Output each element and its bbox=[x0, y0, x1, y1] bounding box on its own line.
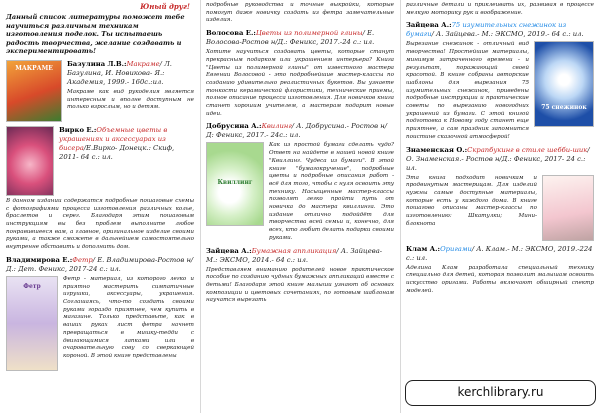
book-cover-felt: Фетр bbox=[6, 276, 58, 371]
book-description: Хотите научиться создавать цветы, которые станут прекрасным подарком или украшением интерьера? Книга "Цветы из полимерной глины" от известного мастера Евгении Волосовой - это подробнейшие мастер-классы по созданию удивительно реалистичных букетов. Вы узнаете тонкости керамической флористики, технические приемы, полное описание процесса изготовления. Для новичков книга станет хорошим учителем, а мастерам подарит новые идеи. bbox=[206, 49, 394, 117]
book-cover-quilling: Квиллинг bbox=[206, 142, 264, 226]
column-3 bbox=[400, 0, 600, 413]
book-header: Добрусина А.:Квилинг/ А. Добрусина.- Ростов н/Д: Феникс, 2017.- 24с.: ил. bbox=[206, 122, 387, 140]
book-header: Владимирова Е.:Фетр/ Е. Владимирова-Ростов н/Д.: Дет. Феникс, 2017-24 с.: ил. bbox=[6, 255, 194, 273]
book-description: Фетр - материал, из которого легко и приятно мастерить симпатичные игрушки, аксессуары, украшения. Соглашаясь, что-то создать своими руками гораздо приятнее, чем купить в магазине. Только представьте, как в ваших руках лист фетра начнет превращаться в мишку-тедди с двигающимися лапками или в очаровательную сову со сверкающей короной. В этой книге представлены bbox=[63, 275, 194, 359]
book-description: Представляем вниманию родителей новое практическое пособие по созданию чудных бумажных аппликаций вместе с детьми! Благодаря этой книге малыши узнают об основах композиции и цветовых сочетаниях, по готовым шаблонам научатся вырезать bbox=[206, 266, 394, 304]
book-description: Эта книга подходит новичкам и продвинутым мастерицам. Для изделий нужны самые доступные материалы, которые есть у каждого дома. В книге пошагово описаны мастер-классы по изготовлению: Шкатулки; Мини-блокнота bbox=[406, 174, 537, 227]
book-cover-scrapbooking bbox=[542, 175, 594, 241]
book-header: Знаменская О.:Скрапбукинг в стиле шебби-шик/ О. Знаменская.- Ростов н/Д.: Феникс, 2017- 24 с.: ил. bbox=[406, 145, 590, 172]
library-url-stamp[interactable]: kerchlibrary.ru bbox=[405, 380, 596, 406]
book-header: Базулина Л.В.:Макраме/ Л. Базулина, И. Новикова- Я.: Академия, 1999.- 160с.:ил. bbox=[67, 59, 172, 86]
book-description: В данном издании содержатся подробные пошаговые схемы с фотографиями процесса изготовления различных колье, браслетов и серег. Благодаря этим пошаговым инструкциям вы без проблем выполните любое понравившееся вам, а главное, оригинальное изделие своими руками, а также сможете в дальнейшем самостоятельно внутренне обставить и дополнить дом. bbox=[6, 197, 194, 251]
book-entry bbox=[406, 175, 594, 241]
book-description: Аделина Клам разработала специальный технику специально для детей, которая позволит малышам освоить искусство оригами. Работы включают обширный спектр моделей. bbox=[406, 264, 594, 294]
book-description: Как из простой бумаги сделать чудо? Ответ на найдете в нашей новой книге "Квиллинг. Чудеса из бумаги". В этой книге "бумагокручение", подробные цветы и подробные описания работ - всё для того, чтобы с нуля освоить эту технику. Насыщенные мастер-классы позволят легко пройти путь от новичка до мастера квиллинга. Это издание отлично подойдёт для творчества всей семьи и, конечно, для всех, кто любит делать подарки своими руками. bbox=[269, 142, 394, 241]
book-entry bbox=[6, 276, 194, 371]
continued-text: различные детали и приклеивать их, развивая в процессе мелкую моторику рук и воображение. bbox=[406, 2, 594, 16]
column-2 bbox=[200, 0, 400, 413]
book-entry bbox=[206, 142, 394, 242]
column-1 bbox=[0, 0, 200, 413]
book-cover-beads bbox=[6, 126, 54, 196]
book-header: Зайцева А.:75 изумительных снежинок из бумаги/ А. Зайцева.- М.: ЭКСМО, 2019.- 64 с.: ил. bbox=[406, 21, 584, 39]
book-description: Макраме как вид рукоделия является интересным и вполне доступным не только взрослым, но и детям. bbox=[67, 88, 194, 111]
continued-text: подробные руководства и точные выкройки, которые помогут даже новичку создать из фетра замечательные изделия. bbox=[206, 2, 394, 24]
book-cover-snowflakes: 75 снежинок bbox=[534, 41, 594, 127]
book-header: Клам А.:Оригами/ А. Клам.- М.: ЭКСМО, 2019.-224 с.: ил. bbox=[406, 244, 593, 262]
book-entry bbox=[6, 60, 194, 122]
book-header: Зайцева А.:Бумажная аппликация/ А. Зайцева- М.: ЭКСМО, 2014.- 64 с.: ил. bbox=[206, 246, 383, 264]
book-entry bbox=[406, 41, 594, 141]
book-description: Вырезание снежинок - отличный вид творчества! Простейшие материалы, минимум затраченного времени - и результат, поражающий своей красотой. В книге собраны авторские шаблоны для вырезания 75 изумительных снежинок, приведены подробные инструкции и практические советы по вырезанию новогодних украшений из бумаги. С этой книгой подготовка к Новому году станет еще приятнее, а сам праздник запомнится поистине сказочной атмосферой! bbox=[406, 41, 529, 140]
greeting: Юный друг! bbox=[140, 2, 190, 11]
book-entry bbox=[6, 126, 194, 196]
intro-paragraph: Данный список литературы поможет тебе научиться различным техникам изготовления поделок. Ты испытаешь радость творчества, желание создавать и экспериментировать! bbox=[6, 13, 185, 56]
book-cover-macrame: МАКРАМЕ bbox=[6, 60, 62, 122]
book-header: Волосова Е.:Цветы из полимерной глины/ Е. Волосова-Ростов н/Д.: Феникс, 2017.-24 с.: ил. bbox=[206, 29, 375, 47]
book-header: Вирко Е.:Объемные цветы в украшениях и аксессуарах из бисера/Е.Вирко- Донецк.: Скиф, 2011- 64 с.: ил. bbox=[59, 125, 175, 161]
